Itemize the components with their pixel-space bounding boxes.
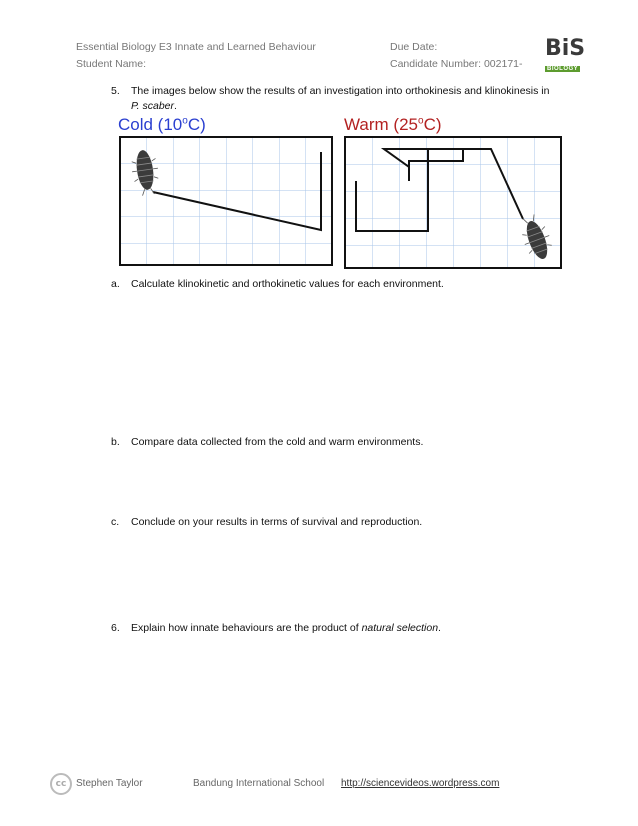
creative-commons-icon: cc xyxy=(50,773,72,795)
question-5c-text: Conclude on your results in terms of survival and reproduction. xyxy=(131,516,423,528)
question-5c xyxy=(111,516,422,528)
footer-website-link[interactable]: http://sciencevideos.wordpress.com xyxy=(341,778,500,789)
logo-text: BiS xyxy=(545,36,586,61)
candidate-number-label: Candidate Number: 002171- xyxy=(390,58,523,70)
question-5-species: P. scaber xyxy=(131,100,174,112)
footer-school: Bandung International School xyxy=(193,778,325,789)
document-title: Essential Biology E3 Innate and Learned Behaviour xyxy=(76,41,316,53)
question-5a-text: Calculate klinokinetic and orthokinetic values for each environment. xyxy=(131,278,444,290)
warm-grid xyxy=(345,137,561,268)
question-5c-letter: c. xyxy=(111,516,120,528)
question-5b xyxy=(111,436,423,448)
question-5-text: The images below show the results of an investigation into orthokinesis and klinokinesis in xyxy=(131,85,550,97)
logo-subtitle: BIOLOGY xyxy=(547,66,579,72)
question-5a-letter: a. xyxy=(111,278,120,290)
question-5-species-line: P. scaber. xyxy=(131,100,177,112)
question-6-number: 6. xyxy=(111,622,120,634)
bis-biology-logo xyxy=(545,36,589,79)
cold-track-diagram xyxy=(119,136,333,266)
warm-panel-title: Warm (25$^o$C) xyxy=(344,115,442,134)
question-5a xyxy=(111,278,444,290)
question-6: 6. Explain how innate behaviours are the product of natural selection. xyxy=(111,622,441,634)
question-6-emphasis: natural selection xyxy=(361,622,439,634)
footer-author: Stephen Taylor xyxy=(76,778,143,789)
question-5b-letter: b. xyxy=(111,436,120,448)
student-name-label: Student Name: xyxy=(76,58,147,70)
warm-track-diagram xyxy=(344,136,562,269)
question-5-number: 5. xyxy=(111,85,120,97)
cold-panel-title: Cold (10$^o$C) xyxy=(118,115,206,134)
question-5 xyxy=(111,85,549,97)
due-date-label: Due Date: xyxy=(390,41,438,53)
cold-grid xyxy=(120,137,332,265)
question-5b-text: Compare data collected from the cold and warm environments. xyxy=(131,436,424,448)
